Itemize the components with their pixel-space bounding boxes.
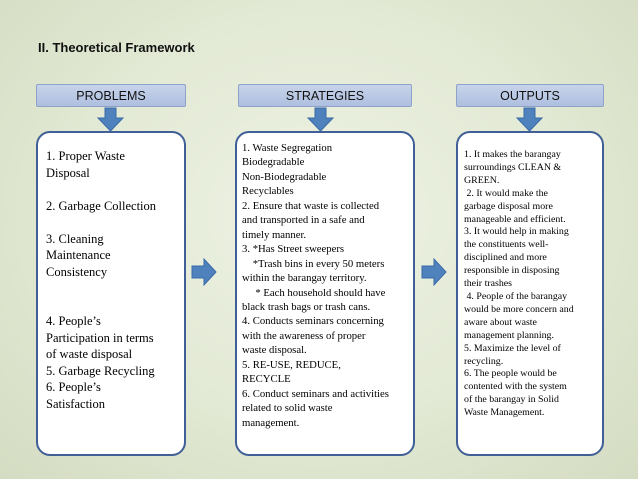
problem-line: 2. Garbage Collection	[46, 198, 157, 213]
problem-line: Maintenance	[46, 248, 111, 262]
strategy-line: and transported in a safe and	[242, 214, 365, 227]
right-arrow-strategies-outputs	[422, 259, 446, 285]
strategy-line: timely manner.	[242, 228, 307, 241]
strategy-line: management.	[242, 416, 300, 429]
output-line: recycling.	[464, 355, 504, 367]
strategy-line: Recyclables	[242, 185, 294, 198]
output-line: the constituents well-	[464, 239, 549, 251]
output-line: would be more concern and	[464, 303, 574, 315]
strategy-line: 3. *Has Street sweepers	[242, 243, 345, 256]
output-line: 6. The people would be	[464, 368, 557, 380]
down-arrow-problems	[98, 108, 123, 131]
problem-line: 6. People’s	[46, 380, 101, 394]
strategy-line: 4. Conducts seminars concerning	[242, 315, 384, 328]
output-line: Waste Management.	[464, 407, 545, 419]
strategy-line: black trash bags or trash cans.	[242, 300, 371, 313]
problem-line: 1. Proper Waste	[46, 149, 125, 163]
right-arrow-problems-strategies	[192, 259, 216, 285]
strategy-line: * Each household should have	[242, 286, 386, 299]
output-line: 5. Maximize the level of	[464, 342, 561, 354]
problem-spacer	[46, 297, 156, 314]
output-line: responsible in disposing	[464, 265, 560, 277]
output-line: 4. People of the barangay	[464, 290, 568, 302]
header-problems: PROBLEMS	[36, 84, 186, 107]
header-outputs: OUTPUTS	[456, 84, 604, 107]
strategy-line: Biodegradable	[242, 156, 305, 169]
strategy-line: RECYCLE	[242, 373, 291, 386]
problem-line: Disposal	[46, 165, 90, 180]
problem-spacer	[46, 280, 156, 297]
strategy-line: 6. Conduct seminars and activities	[242, 387, 389, 400]
outputs-list	[464, 149, 574, 420]
problem-spacer	[46, 181, 156, 198]
strategy-line: within the barangay territory.	[242, 272, 367, 285]
output-line: 3. It would help in making	[464, 226, 569, 238]
problem-line: 4. People’s	[46, 314, 101, 328]
output-line: garbage disposal more	[464, 200, 553, 212]
output-line: 2. It would make the	[464, 187, 548, 199]
problem-line: 5. Garbage Recycling	[46, 363, 155, 378]
output-line: manageable and efficient.	[464, 213, 566, 225]
strategy-line: *Trash bins in every 50 meters	[242, 257, 385, 270]
output-line: GREEN.	[464, 174, 500, 186]
problem-spacer	[46, 214, 156, 231]
output-line: disciplined and more	[464, 252, 547, 264]
down-arrow-strategies	[308, 108, 333, 131]
output-line: surroundings CLEAN &	[464, 161, 562, 173]
strategy-line: 1. Waste Segregation	[242, 142, 333, 154]
problem-line: of waste disposal	[46, 347, 133, 361]
strategy-line: Non-Biodegradable	[242, 170, 327, 183]
strategy-line: 5. RE-USE, REDUCE,	[242, 358, 341, 371]
output-line: aware about waste	[464, 316, 537, 328]
problem-line: Participation in terms	[46, 330, 154, 345]
slide-title: II. Theoretical Framework	[38, 40, 195, 55]
header-strategies: STRATEGIES	[238, 84, 412, 107]
output-line: their trashes	[464, 278, 512, 290]
problems-list	[46, 148, 156, 412]
strategy-line: related to solid waste	[242, 402, 333, 415]
output-line: 1. It makes the barangay	[464, 149, 561, 160]
down-arrow-outputs	[517, 108, 542, 131]
strategy-line: with the awareness of proper	[242, 329, 366, 342]
strategy-line: 2. Ensure that waste is collected	[242, 199, 380, 212]
output-line: of the barangay in Solid	[464, 394, 559, 406]
strategies-list	[242, 141, 389, 430]
output-line: contented with the system	[464, 381, 567, 393]
strategy-line: waste disposal.	[242, 344, 307, 357]
problem-line: Consistency	[46, 264, 108, 279]
problem-line: 3. Cleaning	[46, 231, 104, 246]
problem-line: Satisfaction	[46, 396, 106, 411]
output-line: management planning.	[464, 329, 554, 341]
